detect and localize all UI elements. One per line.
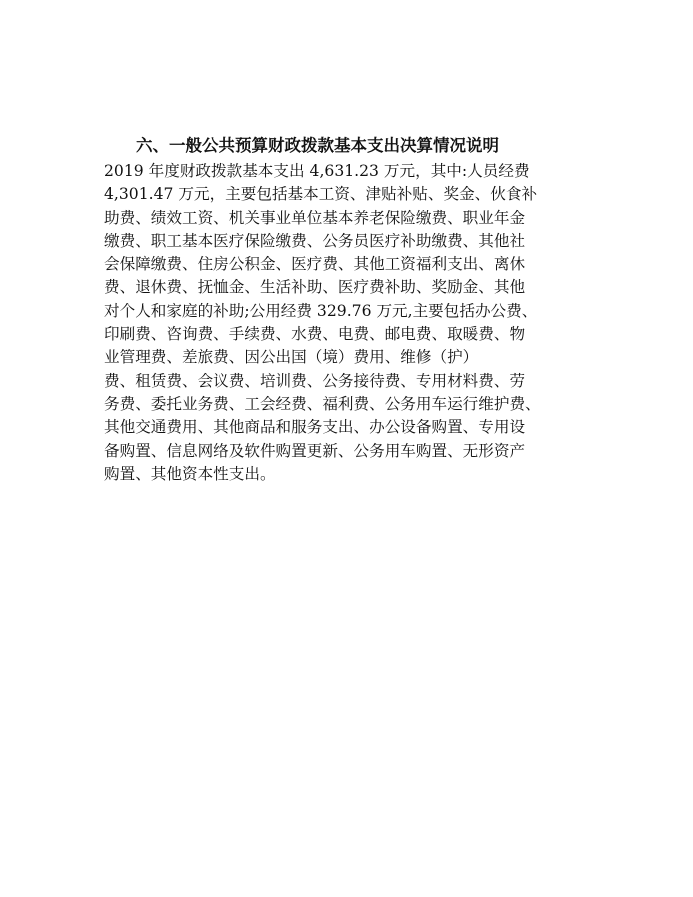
- text-line: 购置、其他资本性支出。: [104, 464, 276, 483]
- body-paragraph: [104, 160, 604, 486]
- text-line: 印刷费、咨询费、手续费、水费、电费、邮电费、取暖费、物: [104, 325, 526, 344]
- text-line: 对个人和家庭的补助;公用经费 329.76 万元,主要包括办公费、: [104, 301, 538, 320]
- text-line: 业管理费、差旅费、因公出国（境）费用、维修（护）: [104, 348, 479, 367]
- section-heading: 六、一般公共预算财政拨款基本支出决算情况说明: [136, 136, 499, 155]
- text-line: 其他交通费用、其他商品和服务支出、办公设备购置、专用设: [104, 418, 526, 437]
- text-line: 会保障缴费、住房公积金、医疗费、其他工资福利支出、离休: [104, 255, 526, 274]
- text-line: 缴费、职工基本医疗保险缴费、公务员医疗补助缴费、其他社: [104, 231, 526, 250]
- text-line: 4,301.47 万元，主要包括基本工资、津贴补贴、奖金、伙食补: [104, 185, 538, 204]
- text-line: 备购置、信息网络及软件购置更新、公务用车购置、无形资产: [104, 441, 526, 460]
- text-line: 费、租赁费、会议费、培训费、公务接待费、专用材料费、劳: [104, 371, 526, 390]
- text-line: 务费、委托业务费、工会经费、福利费、公务用车运行维护费、: [104, 394, 541, 413]
- text-line: 2019 年度财政拨款基本支出 4,631.23 万元，其中:人员经费: [104, 162, 530, 180]
- text-line: 费、退休费、抚恤金、生活补助、医疗费补助、奖励金、其他: [104, 278, 526, 297]
- text-line: 助费、绩效工资、机关事业单位基本养老保险缴费、职业年金: [104, 208, 526, 227]
